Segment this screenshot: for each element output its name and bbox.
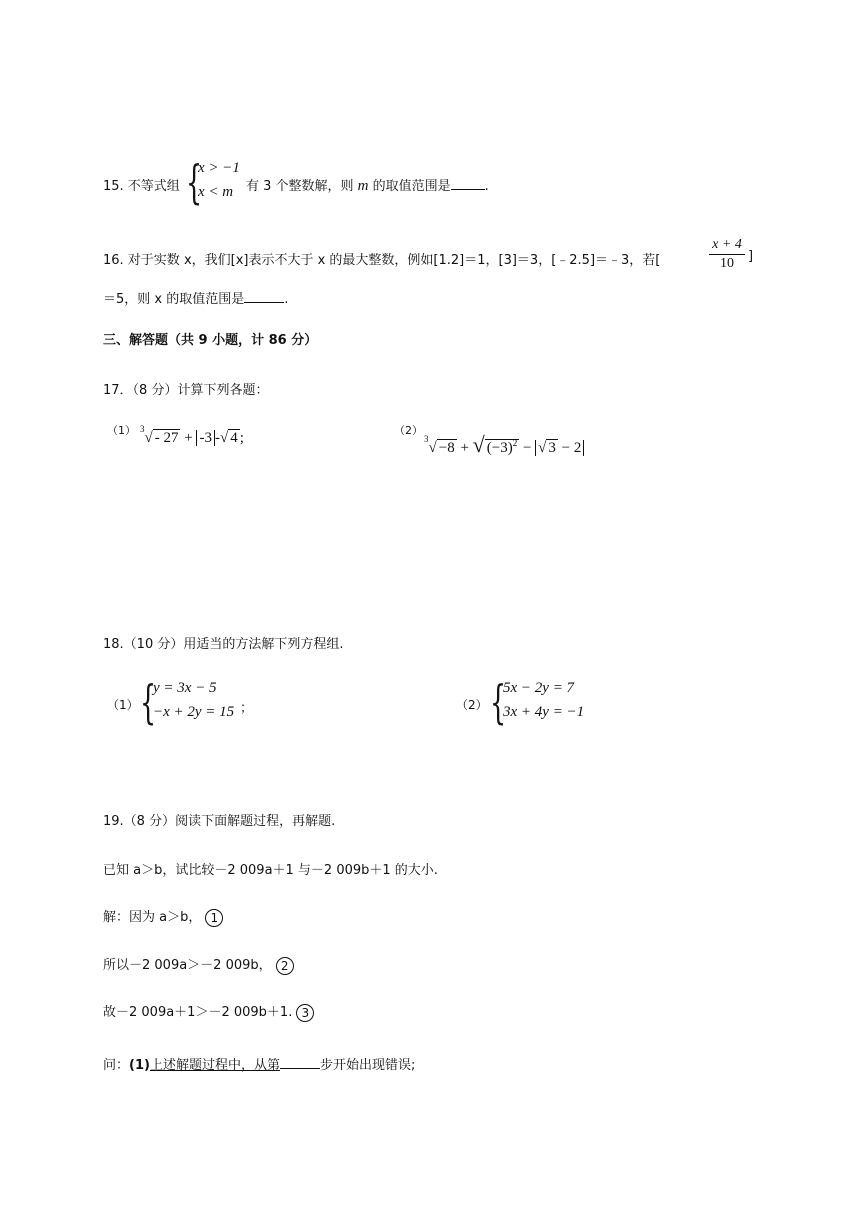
radical-sign-icon: √ <box>472 432 485 457</box>
q17-p1-plus: + <box>184 430 193 446</box>
q15-line2: x < m <box>198 184 234 200</box>
q15-inequality-system <box>186 155 246 209</box>
q17-p2-radicand: −8 <box>438 440 455 456</box>
q16-line1: 16. 对于实数 x，我们[x]表示不大于 x 的最大整数，例如[1.2]＝1，[3]＝3，[﹣2.5]＝﹣3，若[ <box>103 253 661 268</box>
radical-sign-icon: √ <box>144 430 153 446</box>
q17-p2-abs-radicand: 3 <box>548 440 556 456</box>
q15-suffix <box>246 175 489 195</box>
q17-part1-expr <box>140 424 244 447</box>
q16-frac-den: 10 <box>720 256 734 271</box>
q15-variable-m: m <box>357 178 369 194</box>
q17-p2-square-base: (−3) <box>486 440 513 456</box>
q17-part2-label: （2） <box>394 424 423 437</box>
q17-p1-end: ; <box>239 430 244 446</box>
q17-part2-expr <box>424 432 584 458</box>
cube-root-index: 3 <box>424 434 429 444</box>
q18-part2-system <box>490 675 600 729</box>
q16-line2-text: ＝5，则 x 的取值范围是 <box>103 292 245 307</box>
q19-step1 <box>103 906 223 927</box>
q18-p1-line2: −x + 2y = 15 <box>153 704 235 720</box>
q17-p2-plus: + <box>460 440 469 456</box>
q19-question <box>103 1054 415 1073</box>
q16-end: . <box>284 292 289 307</box>
q17-p1-radicand: - 27 <box>154 430 179 446</box>
left-brace-icon: { <box>186 155 203 209</box>
q17-p1-sqrt: 4 <box>230 430 238 446</box>
q16-answer-blank[interactable] <box>244 290 284 303</box>
q17-part1-label: （1） <box>107 424 136 437</box>
radical-sign-icon: √ <box>219 430 229 446</box>
q17-p1-abs: -3 <box>196 430 215 446</box>
q15-prefix: 15. 不等式组 <box>103 179 180 194</box>
q15-end: . <box>484 179 489 194</box>
q16-frac-num: x + 4 <box>712 237 742 252</box>
left-brace-icon: { <box>140 675 157 729</box>
q17-p2-sqrt-group <box>485 439 519 456</box>
q18-title: 18.（10 分）用适当的方法解下列方程组. <box>103 637 344 652</box>
q16-close: ] <box>748 249 754 264</box>
section-title: 三、解答题（共 9 小题，计 86 分） <box>103 333 318 348</box>
q19-question-prefix: 问： <box>103 1058 130 1073</box>
q18-p1-end: ； <box>240 701 254 716</box>
q18-p2-line1: 5x − 2y = 7 <box>503 680 575 696</box>
circled-two-icon: 2 <box>276 957 294 975</box>
q18-p2-line2: 3x + 4y = −1 <box>503 704 585 720</box>
q19-step2 <box>103 954 294 975</box>
q19-step1-text: 解：因为 a＞b， <box>103 910 202 925</box>
q15-answer-blank[interactable] <box>451 177 485 190</box>
q17-p2-abs <box>535 440 584 456</box>
q19-answer-blank[interactable] <box>280 1056 320 1069</box>
q19-question-text: 上述解题过程中，从第 <box>149 1058 280 1073</box>
q17-p2-exponent: 2 <box>512 438 518 448</box>
q19-question-number: (1) <box>129 1058 150 1073</box>
circled-one-icon: 1 <box>205 909 223 927</box>
q18-part2-label: （2） <box>456 698 488 712</box>
q15-line1: x > −1 <box>198 160 240 176</box>
left-brace-icon: { <box>490 675 507 729</box>
radical-sign-icon: √ <box>538 440 547 456</box>
q17-p1-minus: - <box>214 430 220 446</box>
q19-question-end: 步开始出现错误; <box>319 1058 416 1073</box>
q16-fraction <box>709 236 745 273</box>
q19-step3-text: 故－2 009a＋1＞－2 009b＋1. <box>103 1005 293 1020</box>
q16-line2 <box>103 288 288 307</box>
q18-p1-line1: y = 3x − 5 <box>153 680 217 696</box>
q19-step2-text: 所以－2 009a＞－2 009b， <box>103 958 272 973</box>
q17-p2-abs-rest: − 2 <box>557 440 582 456</box>
q15-suffix-b: 的取值范围是 <box>368 179 451 194</box>
radical-sign-icon: √ <box>428 440 437 456</box>
q19-given: 已知 a＞b，试比较－2 009a＋1 与－2 009b＋1 的大小. <box>103 863 438 878</box>
q17-p2-minus: − <box>522 440 532 456</box>
q17-title: 17．（8 分）计算下列各题： <box>103 383 269 398</box>
q19-title: 19.（8 分）阅读下面解题过程，再解题. <box>103 814 336 829</box>
cube-root-index: 3 <box>140 424 145 434</box>
circled-three-icon: 3 <box>296 1004 314 1022</box>
q18-part1-system <box>140 675 250 729</box>
q15-suffix-a: 有 3 个整数解，则 <box>246 179 358 194</box>
q19-step3 <box>103 1001 314 1022</box>
q18-part1-label: （1） <box>107 698 139 712</box>
